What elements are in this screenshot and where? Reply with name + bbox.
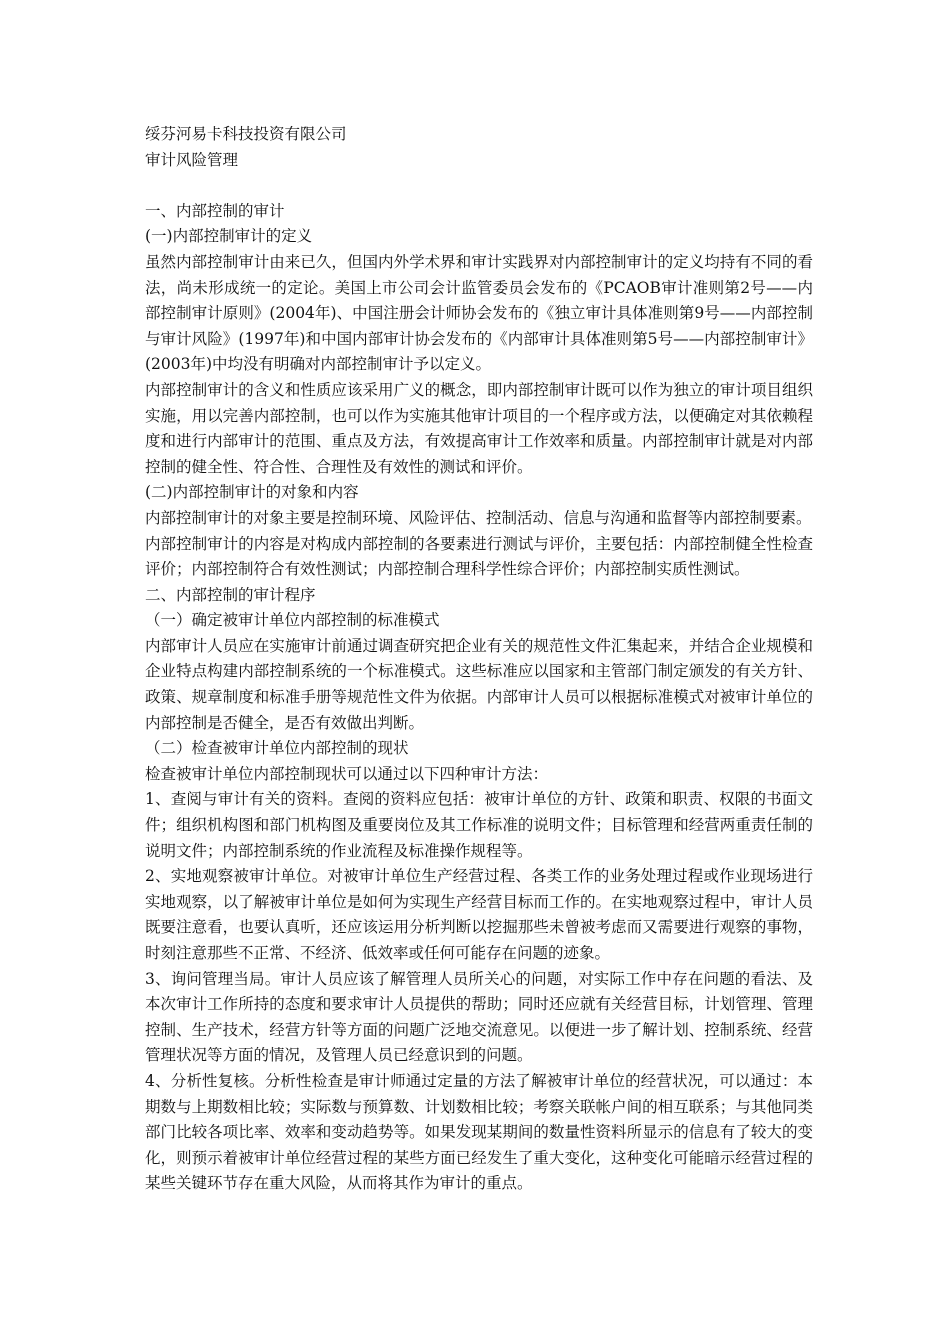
- paragraph-standard-model: 内部审计人员应在实施审计前通过调查研究把企业有关的规范性文件汇集起来，并结合企业规模和企业特点构建内部控制系统的一个标准模式。这些标准应以国家和主管部门制定颁发的有关方针、政策、规章制度和标准手册等规范性文件为依据。内部审计人员可以根据标准模式对被审计单位的内部控制是否健全，是否有效做出判断。: [145, 636, 813, 732]
- section-heading-1: 一、内部控制的审计: [145, 201, 285, 220]
- blank-line: [145, 173, 813, 199]
- document-body: [145, 122, 813, 1197]
- list-item-method-3: 3、询问管理当局。审计人员应该了解管理人员所关心的问题，对实际工作中存在问题的看法、及本次审计工作所持的态度和要求审计人员提供的帮助；同时还应就有关经营目标，计划管理、管理控制、生产技术，经营方针等方面的问题广泛地交流意见。以便进一步了解计划、控制系统、经营管理状况等方面的情况，及管理人员已经意识到的问题。: [145, 969, 813, 1065]
- paragraph-methods-intro: 检查被审计单位内部控制现状可以通过以下四种审计方法：: [145, 764, 549, 783]
- paragraph-definition-1: 虽然内部控制审计由来已久，但国内外学术界和审计实践界对内部控制审计的定义均持有不同的看法，尚未形成统一的定论。美国上市公司会计监管委员会发布的《PCAOB审计准则第2号——内部控制审计原则》(2004年)、中国注册会计师协会发布的《独立审计具体准则第9号——内部控制与审计风险》(1997年)和中国内部审计协会发布的《内部审计具体准则第5号——内部控制审计》(2003年)中均没有明确对内部控制审计予以定义。: [145, 252, 813, 374]
- list-item-method-2: 2、实地观察被审计单位。对被审计单位生产经营过程、各类工作的业务处理过程或作业现场进行实地观察，以了解被审计单位是如何为实现生产经营目标而工作的。在实地观察过程中，审计人员既要注意看，也要认真听，还应该运用分析判断以挖掘那些未曾被考虑而又需要进行观察的事物，时刻注意那些不正常、不经济、低效率或任何可能存在问题的迹象。: [145, 867, 813, 962]
- subsection-heading-1-2: (二)内部控制审计的对象和内容: [145, 483, 359, 502]
- list-item-method-4: 4、分析性复核。分析性检查是审计师通过定量的方法了解被审计单位的经营状况，可以通过：本期数与上期数相比较；实际数与预算数、计划数相比较；考察关联帐户间的相互联系；与其他同类部门比较各项比率、效率和变动趋势等。如果发现某期间的数量性资料所显示的信息有了较大的变化，则预示着被审计单位经营过程的某些方面已经发生了重大变化，这种变化可能暗示经营过程的某些关键环节存在重大风险，从而将其作为审计的重点。: [145, 1071, 813, 1193]
- document-subtitle: 审计风险管理: [145, 150, 239, 169]
- paragraph-content: 内部控制审计的内容是对构成内部控制的各要素进行测试与评价，主要包括：内部控制健全性检查评价；内部控制符合有效性测试；内部控制合理科学性综合评价；内部控制实质性测试。: [145, 534, 813, 579]
- subsection-heading-2-1: （一）确定被审计单位内部控制的标准模式: [145, 611, 440, 630]
- company-name: 绥芬河易卡科技投资有限公司: [145, 125, 347, 143]
- section-heading-2: 二、内部控制的审计程序: [145, 585, 316, 604]
- paragraph-object: 内部控制审计的对象主要是控制环境、风险评估、控制活动、信息与沟通和监督等内部控制要素。: [145, 508, 812, 527]
- paragraph-definition-2: 内部控制审计的含义和性质应该采用广义的概念，即内部控制审计既可以作为独立的审计项目组织实施，用以完善内部控制，也可以作为实施其他审计项目的一个程序或方法，以便确定对其依赖程度和进行内部审计的范围、重点及方法，有效提高审计工作效率和质量。内部控制审计就是对内部控制的健全性、符合性、合理性及有效性的测试和评价。: [145, 380, 813, 476]
- subsection-heading-2-2: （二）检查被审计单位内部控制的现状: [145, 739, 409, 758]
- subsection-heading-1-1: (一)内部控制审计的定义: [145, 227, 313, 246]
- list-item-method-1: 1、查阅与审计有关的资料。查阅的资料应包括：被审计单位的方针、政策和职责、权限的书面文件；组织机构图和部门机构图及重要岗位及其工作标准的说明文件；目标管理和经营两重责任制的说明文件；内部控制系统的作业流程及标准操作规程等。: [145, 790, 813, 860]
